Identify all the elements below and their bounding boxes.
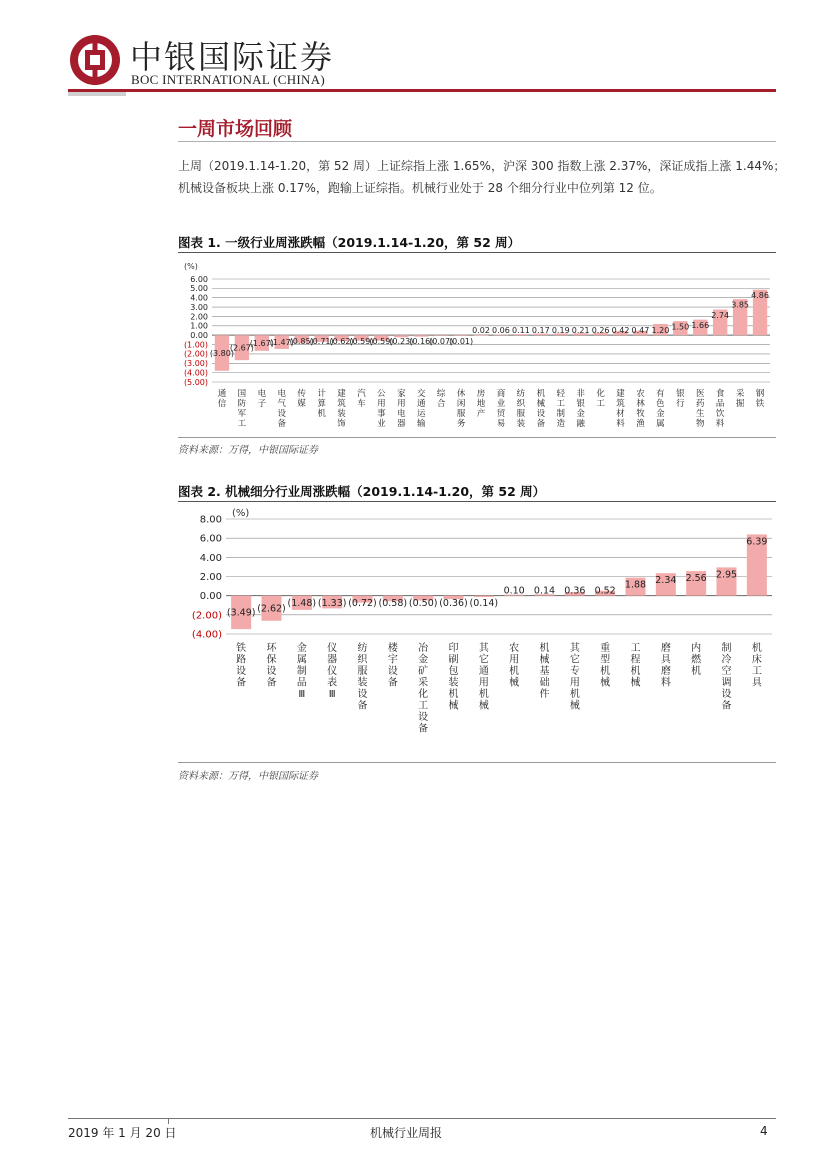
chart-2-category-label-char: 刷 xyxy=(448,654,459,666)
chart-1-category-label-char: 筑 xyxy=(616,399,625,409)
chart-2-category-label-char: 机 xyxy=(691,666,702,677)
chart-1-value-label: 0.06 xyxy=(492,326,510,336)
chart-1-value-label: (0.85) xyxy=(289,337,314,347)
chart-1-category-label-char: 建 xyxy=(616,389,625,399)
chart-2-category-label-char: 化 xyxy=(418,689,429,700)
chart-1-category-label-char: 品 xyxy=(715,399,725,409)
chart-2-value-label: (0.72) xyxy=(348,598,377,610)
chart-1-category-label-char: 医 xyxy=(695,389,705,399)
chart-1-category-label-char: 钢 xyxy=(755,389,765,399)
chart-2-value-label: 1.88 xyxy=(624,579,647,591)
chart-2-category-label-char: 床 xyxy=(751,654,762,666)
chart-1-category-label-char: 物 xyxy=(695,419,705,429)
chart-1-category-label-char: 军 xyxy=(237,409,247,419)
chart-1-category-label-char: 子 xyxy=(257,399,267,409)
chart-1-value-label: (0.59) xyxy=(369,337,394,347)
chart-1-category-label-char: 工 xyxy=(556,399,566,409)
chart-1-ytick-label: 4.00 xyxy=(190,293,208,303)
chart-1-value-label: 1.20 xyxy=(651,326,670,336)
chart-1-value-label: 1.66 xyxy=(691,321,710,331)
chart-2-category-label-char: 件 xyxy=(539,689,550,700)
chart-1-category-label-char: 饰 xyxy=(337,419,346,429)
chart-2-value-label: 2.56 xyxy=(685,573,707,585)
chart-2-ytick-label: 8.00 xyxy=(199,514,222,526)
chart-2-ytick-label: (2.00) xyxy=(191,610,222,622)
chart-2-category-label-char: 冶 xyxy=(418,643,429,654)
chart-2-category-label-char: 备 xyxy=(357,700,368,712)
chart-1-category-label-char: 车 xyxy=(357,399,366,409)
chart-2-value-label: 0.36 xyxy=(564,585,586,597)
chart-1-ytick-label: 6.00 xyxy=(190,274,208,284)
chart-1-ytick-label: (5.00) xyxy=(183,377,208,387)
chart-2-value-label: (0.14) xyxy=(469,598,499,610)
chart-2-ytick-label: 4.00 xyxy=(199,552,222,564)
chart-2-category-label-char: 工 xyxy=(751,666,762,677)
chart-1-category-label-char: 输 xyxy=(416,419,426,429)
figure-2-title: 图表 2. 机械细分行业周涨跌幅（2019.1.14-1.20，第 52 周） xyxy=(178,484,546,499)
chart-1-value-label: 0.02 xyxy=(472,326,490,336)
chart-2-value-label: 2.95 xyxy=(715,569,738,581)
chart-2-category-label-char: 冷 xyxy=(721,654,732,666)
chart-1-value-label: (0.07) xyxy=(429,337,454,347)
chart-2-category-label-char: 械 xyxy=(539,654,550,666)
chart-1-category-label-char: 休 xyxy=(456,389,466,399)
chart-1-category-label-char: 金 xyxy=(576,409,585,419)
chart-1-category-label-char: 饮 xyxy=(715,409,725,419)
header-accent-bar xyxy=(68,92,126,96)
chart-2-category-label-char: 备 xyxy=(418,723,429,735)
footer-date: 2019 年 1 月 20 日 xyxy=(68,1126,177,1140)
chart-1-value-label: 4.86 xyxy=(751,291,769,301)
chart-2-unit-label: (%) xyxy=(232,508,250,519)
chart-1-category-label-char: 非 xyxy=(576,389,585,399)
chart-2-value-label: (1.33) xyxy=(317,598,347,610)
chart-1-category-label-char: 防 xyxy=(237,399,247,409)
chart-2-category-label-char: 程 xyxy=(630,654,641,666)
chart-1-value-label: (0.59) xyxy=(349,337,374,347)
chart-1-value-label: (0.01) xyxy=(449,337,474,347)
chart-1-category-label-char: 综 xyxy=(436,389,446,399)
chart-1-value-label: 0.26 xyxy=(591,326,610,336)
figure-1-title: 图表 1. 一级行业周涨跌幅（2019.1.14-1.20，第 52 周） xyxy=(178,235,521,250)
brand-name-cn: 中银国际证券 xyxy=(130,38,335,76)
chart-2-category-label-char: 设 xyxy=(266,666,277,677)
chart-1-category-label-char: 通 xyxy=(217,389,227,399)
chart-2-category-label-char: 机 xyxy=(751,643,762,654)
chart-1-category-label-char: 务 xyxy=(456,419,466,429)
chart-1-category-label-char: 产 xyxy=(476,409,486,419)
chart-1-value-label: (3.80) xyxy=(209,348,234,358)
chart-1-category-label-char: 工 xyxy=(596,399,605,409)
chart-2-category-label-char: 械 xyxy=(448,700,459,712)
chart-2-category-label-char: 燃 xyxy=(691,654,702,666)
chart-2-category-label-char: 环 xyxy=(266,643,277,654)
chart-1-category-label-char: 汽 xyxy=(357,389,366,399)
chart-1-category-label-char: 设 xyxy=(536,409,546,419)
chart-2-category-label-char: 备 xyxy=(721,700,732,712)
chart-1-category-label-char: 媒 xyxy=(297,399,306,409)
chart-1-bar xyxy=(454,335,468,336)
chart-1-category-label-char: 银 xyxy=(576,399,585,409)
chart-1-category-label-char: 料 xyxy=(616,419,625,429)
chart-2-category-label-char: 备 xyxy=(236,677,247,689)
chart-1-category-label-char: 传 xyxy=(297,389,306,399)
chart-2-category-label-char: 设 xyxy=(418,712,429,723)
chart-2-ytick-label: (4.00) xyxy=(191,629,222,641)
chart-1-ytick-label: 5.00 xyxy=(190,284,208,294)
chart-1-category-label-char: 合 xyxy=(436,399,446,409)
chart-1-category-label-char: 银 xyxy=(676,389,685,399)
chart-1-value-label: 0.19 xyxy=(551,326,570,336)
chart-1-value-label: 0.47 xyxy=(631,326,650,336)
chart-2-category-label-char: 采 xyxy=(418,677,429,689)
chart-1-category-label-char: 铁 xyxy=(755,399,765,409)
chart-2-value-label: 0.10 xyxy=(503,585,525,597)
chart-1-value-label: (2.67) xyxy=(229,343,254,353)
chart-2-category-label-char: 其 xyxy=(478,643,489,654)
chart-1-category-label-char: 服 xyxy=(516,409,526,419)
chart-2-category-label-char: 宇 xyxy=(387,654,398,666)
page-number: 4 xyxy=(760,1124,768,1138)
header-divider xyxy=(68,89,776,92)
chart-2-category-label-char: 路 xyxy=(236,654,247,666)
chart-2-category-label-char: 械 xyxy=(478,700,489,712)
brand-name-en: BOC INTERNATIONAL (CHINA) xyxy=(131,72,326,87)
chart-2-category-label-char: 备 xyxy=(387,677,398,689)
chart-2-value-label: 6.39 xyxy=(746,536,768,548)
chart-2-category-label-char: 制 xyxy=(721,643,732,654)
chart-1-ytick-label: 1.00 xyxy=(190,321,208,331)
chart-2-category-label-char: 用 xyxy=(509,654,520,666)
chart-2-value-label: (0.58) xyxy=(378,598,408,610)
chart-1-category-label-char: 备 xyxy=(277,419,287,429)
chart-2-category-label-char: 备 xyxy=(266,677,277,689)
chart-1-category-label-char: 药 xyxy=(695,399,705,409)
chart-2-ytick-label: 0.00 xyxy=(199,591,222,603)
chart-1-value-label: (1.47) xyxy=(269,337,294,347)
chart-1-category-label-char: 牧 xyxy=(636,409,645,419)
chart-2-category-label-char: 楼 xyxy=(387,643,398,654)
chart-2-value-label: 0.14 xyxy=(533,585,556,597)
chart-1-category-label-char: 工 xyxy=(237,419,247,429)
chart-1-category-label-char: 闲 xyxy=(456,399,466,409)
chart-2-category-label-char: 械 xyxy=(630,677,641,689)
chart-2-value-label: 2.34 xyxy=(655,575,677,587)
chart-2 xyxy=(178,503,776,761)
chart-1-category-label-char: 金 xyxy=(656,409,665,419)
chart-1-category-label-char: 公 xyxy=(377,389,386,399)
chart-2-category-label-char: 专 xyxy=(569,666,580,677)
chart-1-ytick-label: (1.00) xyxy=(183,340,208,350)
chart-2-category-label-char: 表 xyxy=(327,677,338,689)
footer-divider xyxy=(68,1118,776,1119)
chart-1-category-label-char: 服 xyxy=(456,409,466,419)
chart-1-category-label-char: 化 xyxy=(596,389,605,399)
chart-1-category-label-char: 渔 xyxy=(636,419,645,429)
chart-2-category-label-char: 工 xyxy=(418,700,429,712)
chart-2-value-label: (0.36) xyxy=(439,598,468,610)
figure-1-bottom-rule xyxy=(178,437,776,438)
chart-1-category-label-char: 事 xyxy=(377,409,386,419)
chart-1-category-label-char: 料 xyxy=(715,419,725,429)
chart-1-category-label-char: 织 xyxy=(516,399,526,409)
chart-1-category-label-char: 装 xyxy=(337,409,346,419)
figure-2-top-rule xyxy=(178,501,776,502)
chart-1-category-label-char: 机 xyxy=(536,389,546,399)
chart-2-category-label-char: 重 xyxy=(600,643,611,654)
chart-2-category-label-char: 纺 xyxy=(357,643,368,654)
chart-1-category-label-char: 运 xyxy=(416,409,426,419)
chart-1-category-label-char: 材 xyxy=(616,409,625,419)
chart-2-category-label-char: 装 xyxy=(357,677,368,689)
chart-2-bar xyxy=(474,596,494,597)
chart-2-value-label: (2.62) xyxy=(257,603,286,615)
chart-1-category-label-char: 属 xyxy=(656,419,665,429)
boc-logo-icon xyxy=(68,33,122,87)
chart-1-category-label-char: 房 xyxy=(476,389,486,399)
chart-1-value-label: (0.62) xyxy=(329,337,354,347)
chart-2-category-label-char: 机 xyxy=(478,689,489,700)
chart-1-ytick-label: 2.00 xyxy=(190,312,208,322)
section-divider xyxy=(178,141,776,142)
chart-1-category-label-char: 机 xyxy=(317,409,326,419)
chart-2-category-label-char: 仪 xyxy=(327,643,338,654)
chart-1-category-label-char: 电 xyxy=(397,409,406,419)
chart-2-category-label-char: 织 xyxy=(357,654,368,666)
chart-2-category-label-char: 它 xyxy=(569,654,580,666)
chart-1-category-label-char: 通 xyxy=(416,399,426,409)
chart-1-category-label-char: 纺 xyxy=(516,389,526,399)
chart-2-category-label-char: 仪 xyxy=(327,666,338,677)
chart-1-category-label-char: 易 xyxy=(496,419,506,429)
chart-1-value-label: (1.67) xyxy=(249,338,274,348)
chart-1-category-label-char: 交 xyxy=(416,389,426,399)
chart-1-category-label-char: 电 xyxy=(257,389,267,399)
chart-2-category-label-char: 空 xyxy=(721,666,732,677)
chart-1-category-label-char: 备 xyxy=(536,419,546,429)
chart-2-category-label-char: 器 xyxy=(327,654,338,666)
chart-2-category-label-char: 基 xyxy=(539,666,550,677)
chart-2-category-label-char: Ⅲ xyxy=(328,689,336,700)
figure-1-top-rule xyxy=(178,252,776,253)
chart-2-category-label-char: 保 xyxy=(266,654,277,666)
chart-1-ytick-label: (4.00) xyxy=(183,368,208,378)
chart-1-value-label: 0.42 xyxy=(611,326,630,336)
chart-1-ytick-label: (3.00) xyxy=(183,359,208,369)
chart-2-category-label-char: 金 xyxy=(296,643,307,654)
chart-1-value-label: 0.21 xyxy=(571,326,590,336)
chart-2-category-label-char: 服 xyxy=(357,666,368,677)
chart-2-category-label-char: 用 xyxy=(569,677,580,689)
footer-title: 机械行业周报 xyxy=(370,1126,443,1140)
chart-1-category-label-char: 业 xyxy=(377,419,386,429)
chart-2-category-label-char: 设 xyxy=(387,666,398,677)
chart-2-category-label-char: 调 xyxy=(721,677,732,689)
chart-2-value-label: (0.50) xyxy=(408,598,438,610)
chart-1-bar xyxy=(434,335,448,336)
figure-2-bottom-rule xyxy=(178,762,776,763)
chart-2-category-label-char: 械 xyxy=(600,677,611,689)
chart-2-category-label-char: 具 xyxy=(660,654,671,666)
chart-1-category-label-char: 用 xyxy=(397,399,406,409)
chart-1-value-label: 0.17 xyxy=(531,326,550,336)
chart-1-category-label-char: 农 xyxy=(636,389,645,399)
chart-2-category-label-char: 机 xyxy=(630,666,641,677)
chart-1-category-label-char: 械 xyxy=(536,399,546,409)
chart-2-value-label: (1.48) xyxy=(287,598,317,610)
chart-1-category-label-char: 业 xyxy=(496,399,506,409)
chart-1-ytick-label: 3.00 xyxy=(190,302,208,312)
chart-2-category-label-char: 械 xyxy=(569,700,580,712)
chart-1-category-label-char: 器 xyxy=(397,419,406,429)
chart-2-category-label-char: 机 xyxy=(539,643,550,654)
chart-2-category-label-char: 机 xyxy=(569,689,580,700)
chart-2-ytick-label: 2.00 xyxy=(199,572,222,583)
chart-2-category-label-char: 设 xyxy=(236,666,247,677)
chart-2-category-label-char: 铁 xyxy=(236,643,247,654)
chart-1-category-label-char: 采 xyxy=(735,389,745,399)
chart-2-category-label-char: 械 xyxy=(509,677,520,689)
chart-2-category-label-char: 机 xyxy=(509,666,520,677)
chart-1-category-label-char: 电 xyxy=(277,389,287,399)
chart-1-category-label-char: 造 xyxy=(556,419,566,429)
chart-1-category-label-char: 有 xyxy=(656,389,665,399)
section-title: 一周市场回顾 xyxy=(178,118,293,140)
chart-2-category-label-char: 矿 xyxy=(418,666,429,677)
chart-1-value-label: 0.11 xyxy=(511,326,530,336)
figure-2-source: 资料来源：万得，中银国际证券 xyxy=(178,771,318,782)
chart-1-value-label: (0.16) xyxy=(409,337,434,347)
chart-1-category-label-char: 装 xyxy=(516,419,526,429)
chart-1-category-label-char: 建 xyxy=(337,389,346,399)
chart-1-category-label-char: 地 xyxy=(476,399,486,409)
chart-1-category-label-char: 制 xyxy=(556,409,566,419)
chart-1-category-label-char: 气 xyxy=(277,399,287,409)
chart-1-unit-label: (%) xyxy=(184,262,198,271)
chart-1-category-label-char: 掘 xyxy=(735,399,745,409)
chart-1-category-label-char: 林 xyxy=(636,399,645,409)
chart-1-category-label-char: 用 xyxy=(377,399,386,409)
chart-2-category-label-char: 设 xyxy=(357,689,368,700)
chart-2-category-label-char: 工 xyxy=(630,643,641,654)
chart-2-value-label: (3.49) xyxy=(226,607,256,619)
chart-1-category-label-char: 计 xyxy=(317,389,326,399)
chart-2-category-label-char: 其 xyxy=(569,643,580,654)
chart-2-category-label-char: 设 xyxy=(721,689,732,700)
chart-2-category-label-char: 机 xyxy=(600,666,611,677)
chart-1-value-label: 3.85 xyxy=(731,300,750,310)
chart-1-category-label-char: 家 xyxy=(397,389,406,399)
chart-1-category-label-char: 食 xyxy=(715,389,725,399)
chart-2-category-label-char: 料 xyxy=(660,677,671,689)
chart-2-category-label-char: 印 xyxy=(448,643,459,654)
chart-1-category-label-char: 国 xyxy=(237,389,247,399)
chart-2-category-label-char: Ⅲ xyxy=(298,689,306,700)
chart-2-category-label-char: 型 xyxy=(600,654,611,666)
chart-1-category-label-char: 筑 xyxy=(337,399,346,409)
chart-2-category-label-char: 农 xyxy=(509,643,520,654)
chart-1-ytick-label: (2.00) xyxy=(183,349,208,359)
chart-1-value-label: (0.23) xyxy=(389,337,414,347)
chart-2-category-label-char: 内 xyxy=(691,643,702,654)
chart-2-category-label-char: 磨 xyxy=(660,643,671,654)
chart-1-ytick-label: 0.00 xyxy=(190,330,208,340)
chart-2-category-label-char: 制 xyxy=(296,666,307,677)
chart-1-value-label: 2.74 xyxy=(711,310,730,320)
chart-1-value-label: 1.50 xyxy=(671,322,690,332)
chart-2-category-label-char: 属 xyxy=(296,654,307,666)
chart-1-value-label: (0.71) xyxy=(309,337,334,347)
chart-1-category-label-char: 算 xyxy=(317,399,326,409)
chart-2-category-label-char: 包 xyxy=(448,666,459,677)
chart-2-category-label-char: 用 xyxy=(478,677,489,689)
chart-1-category-label-char: 色 xyxy=(656,399,665,409)
figure-1-source: 资料来源：万得，中银国际证券 xyxy=(178,445,318,456)
chart-2-category-label-char: 品 xyxy=(296,677,307,689)
chart-1-category-label-char: 商 xyxy=(496,389,506,399)
chart-2-category-label-char: 通 xyxy=(478,666,489,677)
chart-2-category-label-char: 磨 xyxy=(660,666,671,677)
chart-2-category-label-char: 装 xyxy=(448,677,459,689)
chart-1-category-label-char: 生 xyxy=(695,409,705,419)
chart-1-category-label-char: 轻 xyxy=(556,389,566,399)
chart-2-ytick-label: 6.00 xyxy=(199,533,222,545)
chart-1-category-label-char: 融 xyxy=(576,419,585,429)
chart-1-category-label-char: 信 xyxy=(217,399,227,409)
chart-2-category-label-char: 机 xyxy=(448,689,459,700)
chart-1 xyxy=(178,254,776,436)
paragraph-line-2: 机械设备板块上涨 0.17%，跑输上证综指。机械行业处于 28 个细分行业中位列第 12 位。 xyxy=(178,181,662,195)
chart-2-value-label: 0.52 xyxy=(594,585,616,597)
chart-2-category-label-char: 础 xyxy=(539,677,550,689)
chart-1-category-label-char: 设 xyxy=(277,409,287,419)
paragraph-line-1: 上周（2019.1.14-1.20，第 52 周）上证综指上涨 1.65%，沪深 300 指数上涨 2.37%，深证成指上涨 1.44%； xyxy=(178,159,786,173)
chart-1-category-label-char: 行 xyxy=(676,399,685,409)
chart-1-category-label-char: 贸 xyxy=(496,409,506,419)
chart-2-category-label-char: 它 xyxy=(478,654,489,666)
chart-2-category-label-char: 具 xyxy=(751,677,762,689)
chart-2-category-label-char: 金 xyxy=(418,654,429,666)
